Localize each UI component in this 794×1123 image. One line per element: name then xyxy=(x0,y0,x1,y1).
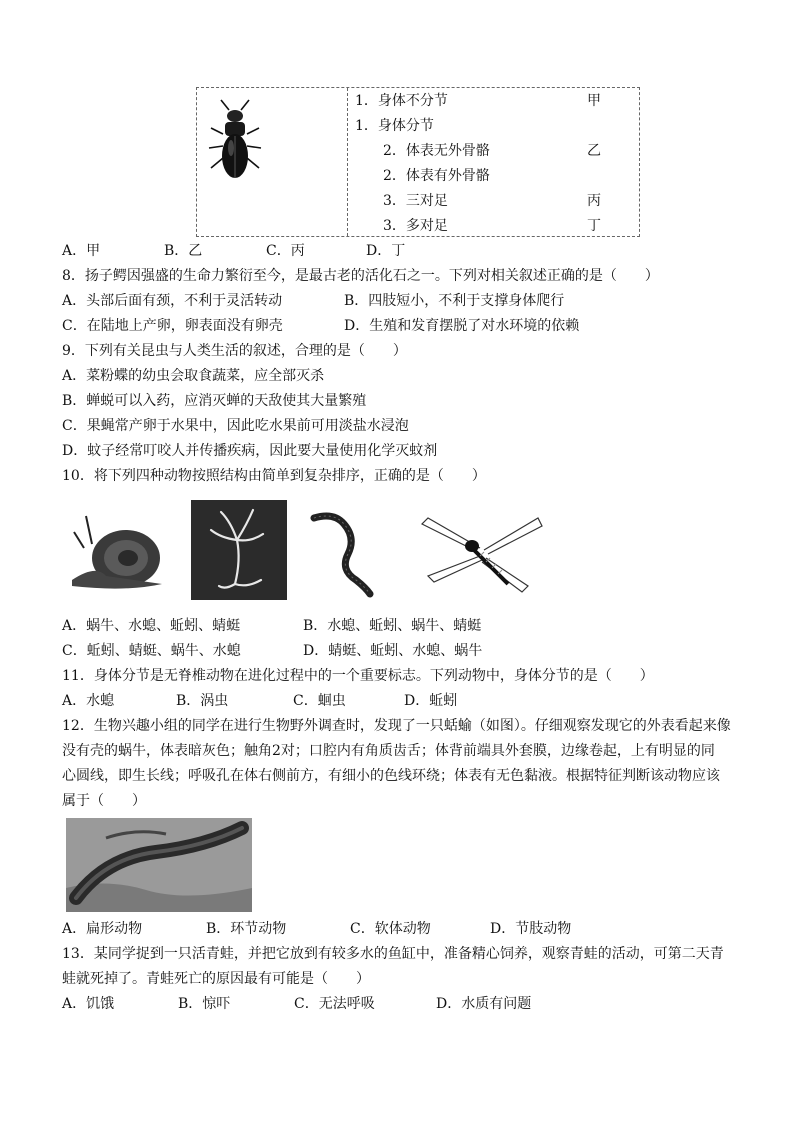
q9-option-a: A．菜粉蝶的幼虫会取食蔬菜，应全部灭杀 xyxy=(62,368,325,384)
q8-option-a: A．头部后面有颈，不利于灵活转动 xyxy=(62,293,283,309)
q13-stem-line: 蛙就死掉了。青蛙死亡的原因最有可能是（ ） xyxy=(62,971,370,987)
q10-option-c: C．蚯蚓、蜻蜓、蜗牛、水螅 xyxy=(62,643,241,659)
key-row: 1．身体分节 xyxy=(355,118,434,134)
key-result: 甲 xyxy=(587,93,601,109)
q7-option-a: A．甲 xyxy=(62,243,101,259)
key-row: 3．多对足 xyxy=(383,218,448,234)
q12-option-c: C．软体动物 xyxy=(350,921,431,937)
key-result: 丁 xyxy=(587,218,601,234)
slug-image xyxy=(66,818,252,912)
q11-option-b: B．涡虫 xyxy=(176,693,229,709)
q9-option-d: D．蚊子经常叮咬人并传播疾病，因此要大量使用化学灭蚊剂 xyxy=(62,443,438,459)
key-row: 2．体表有外骨骼 xyxy=(383,168,490,184)
q13-stem-line: 13．某同学捉到一只活青蛙，并把它放到有较多水的鱼缸中，准备精心饲养，观察青蛙的活动，可第二天青 xyxy=(62,946,724,962)
beetle-image xyxy=(205,96,265,186)
q13-option-d: D．水质有问题 xyxy=(436,996,532,1012)
q12-stem-line: 心圆线，即生长线；呼吸孔在体右侧前方，有细小的色线环绕；体表有无色黏液。根据特征判断该动物应该 xyxy=(62,768,720,784)
dragonfly-image xyxy=(418,504,544,600)
q12-stem-line: 没有壳的蜗牛，体表暗灰色；触角2对；口腔内有角质齿舌；体背前端具外套膜，边缘卷起，上有明显的同 xyxy=(62,743,715,759)
q10-stem: 10．将下列四种动物按照结构由简单到复杂排序，正确的是（ ） xyxy=(62,468,486,484)
dichotomous-key-table xyxy=(196,87,640,237)
key-row: 3．三对足 xyxy=(383,193,448,209)
q10-option-b: B．水螅、蚯蚓、蜗牛、蜻蜓 xyxy=(303,618,482,634)
q11-option-c: C．蛔虫 xyxy=(293,693,346,709)
q12-option-b: B．环节动物 xyxy=(206,921,287,937)
q7-option-d: D．丁 xyxy=(366,243,406,259)
q13-option-c: C．无法呼吸 xyxy=(294,996,375,1012)
key-result: 丙 xyxy=(587,193,601,209)
q9-option-c: C．果蝇常产卵于水果中，因此吃水果前可用淡盐水浸泡 xyxy=(62,418,409,434)
hydra-image xyxy=(191,500,287,600)
q10-option-a: A．蜗牛、水螅、蚯蚓、蜻蜓 xyxy=(62,618,241,634)
q8-option-c: C．在陆地上产卵，卵表面没有卵壳 xyxy=(62,318,283,334)
key-row: 1．身体不分节 xyxy=(355,93,448,109)
q8-option-b: B．四肢短小，不利于支撑身体爬行 xyxy=(344,293,565,309)
q13-option-a: A．饥饿 xyxy=(62,996,115,1012)
key-row: 2．体表无外骨骼 xyxy=(383,143,490,159)
q12-stem-line: 12．生物兴趣小组的同学在进行生物野外调查时，发现了一只蛞蝓（如图）。仔细观察发现它的外表看起来像 xyxy=(62,718,731,734)
q12-option-d: D．节肢动物 xyxy=(490,921,572,937)
q8-stem: 8．扬子鳄因强盛的生命力繁衍至今，是最古老的活化石之一。下列对相关叙述正确的是（ ） xyxy=(62,268,659,284)
key-result: 乙 xyxy=(587,143,601,159)
q13-option-b: B．惊吓 xyxy=(178,996,231,1012)
q11-option-a: A．水螅 xyxy=(62,693,115,709)
q11-option-d: D．蚯蚓 xyxy=(404,693,458,709)
q7-option-b: B．乙 xyxy=(164,243,203,259)
q12-stem-line: 属于（ ） xyxy=(62,793,146,809)
q11-stem: 11．身体分节是无脊椎动物在进化过程中的一个重要标志。下列动物中，身体分节的是（ ） xyxy=(62,668,654,684)
q12-option-a: A．扁形动物 xyxy=(62,921,143,937)
q9-option-b: B．蝉蜕可以入药，应消灭蝉的天敌使其大量繁殖 xyxy=(62,393,367,409)
q10-option-d: D．蜻蜓、蚯蚓、水螅、蜗牛 xyxy=(303,643,483,659)
table-divider xyxy=(347,88,348,236)
earthworm-image xyxy=(304,508,394,598)
q7-option-c: C．丙 xyxy=(266,243,305,259)
q8-option-d: D．生殖和发育摆脱了对水环境的依赖 xyxy=(344,318,580,334)
snail-image xyxy=(66,502,170,592)
q9-stem: 9．下列有关昆虫与人类生活的叙述，合理的是（ ） xyxy=(62,343,407,359)
